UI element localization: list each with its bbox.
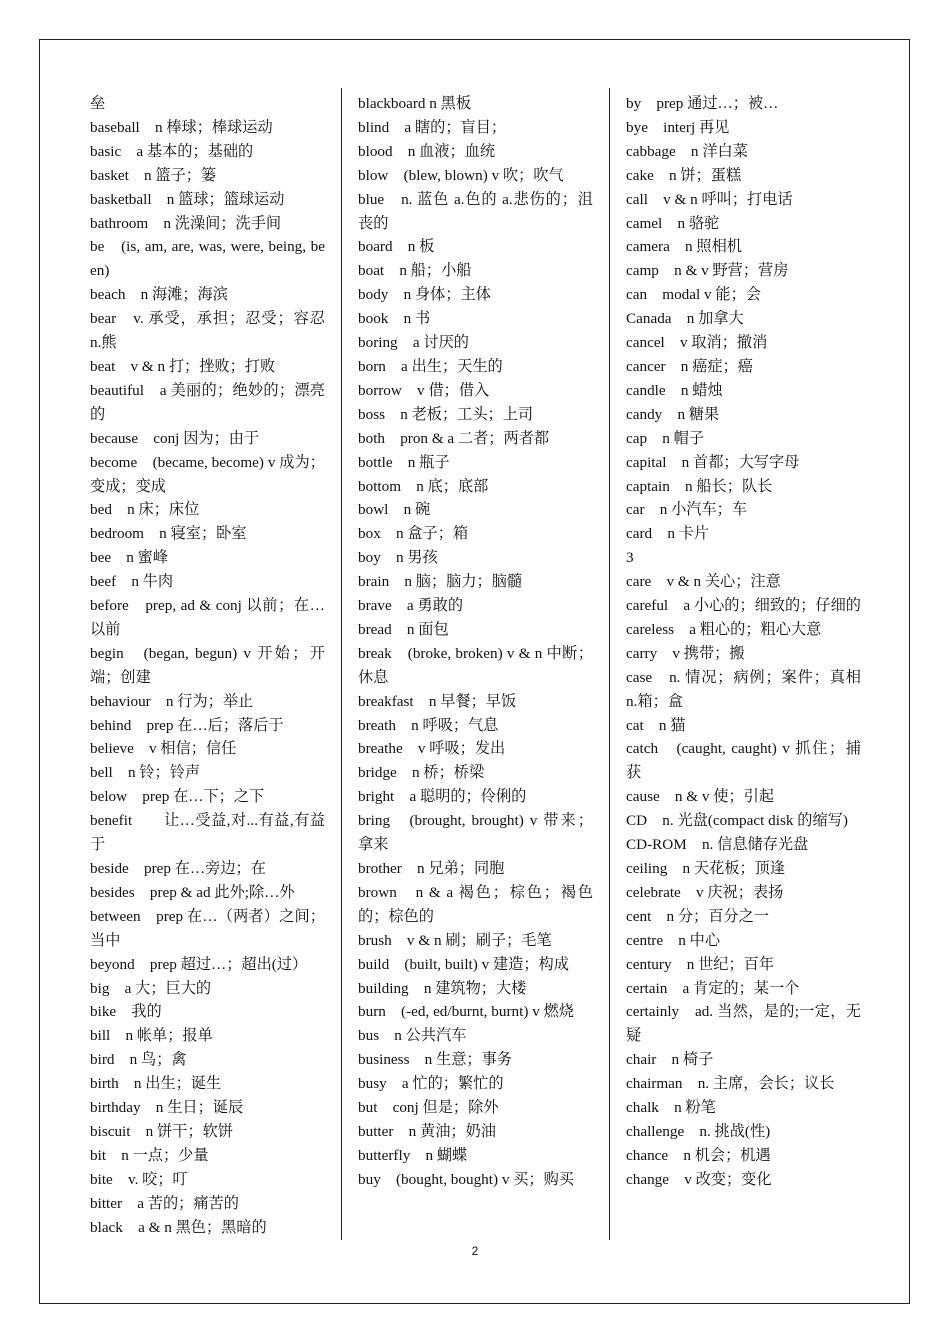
vocab-entry: burn (-ed, ed/burnt, burnt) v 燃烧 <box>358 1003 574 1021</box>
vocab-entry: can modal v 能；会 <box>626 286 761 304</box>
vocab-entry: baseball n 棒球；棒球运动 <box>90 118 273 136</box>
vocab-entry: big a 大；巨大的 <box>90 979 212 997</box>
vocab-entry: bye interj 再见 <box>626 118 730 136</box>
vocab-entry: be (is, am, are, was, were, being, been) <box>90 238 325 280</box>
vocab-entry: break (broke, broken) v & n 中断；休息 <box>358 644 593 686</box>
vocab-entry: because conj 因为；由于 <box>90 429 260 447</box>
vocab-entry: board n 板 <box>358 238 435 256</box>
vocab-entry: certain a 肯定的；某一个 <box>626 979 800 997</box>
vocab-entry: centre n 中心 <box>626 931 721 949</box>
vocab-entry: behaviour n 行为；举止 <box>90 692 254 710</box>
vocab-entry: buy (bought, bought) v 买；购买 <box>358 1170 574 1188</box>
vocab-entry: benefit 让…受益,对...有益,有益于 <box>90 812 325 854</box>
vocab-entry: behind prep 在…后；落后于 <box>90 716 284 734</box>
vocab-entry: beach n 海滩；海滨 <box>90 286 228 304</box>
vocab-entry: bill n 帐单；报单 <box>90 1027 213 1045</box>
vocab-entry: borrow v 借；借入 <box>358 381 490 399</box>
vocab-entry: card n 卡片 <box>626 525 710 543</box>
vocab-entry: brain n 脑；脑力；脑髓 <box>358 573 523 591</box>
vocab-entry: catch (caught, caught) v 抓住；捕获 <box>626 740 861 782</box>
vocab-entry: bed n 床；床位 <box>90 501 200 519</box>
vocab-entry: both pron & a 二者；两者都 <box>358 429 550 447</box>
vocab-entry: business n 生意；事务 <box>358 1051 512 1069</box>
vocab-entry: bit n 一点；少量 <box>90 1146 209 1164</box>
vocab-entry: bottle n 瓶子 <box>358 453 450 471</box>
vocab-entry: car n 小汽车；车 <box>626 501 748 519</box>
vocab-entry: below prep 在…下；之下 <box>90 788 265 806</box>
vocab-entry: cap n 帽子 <box>626 429 705 447</box>
vocab-entry: book n 书 <box>358 310 431 328</box>
vocab-entry: birthday n 生日；诞辰 <box>90 1099 244 1117</box>
vocab-entry: bathroom n 洗澡间；洗手间 <box>90 214 282 232</box>
vocab-entry: born a 出生；天生的 <box>358 357 503 375</box>
vocab-entry: blood n 血液；血统 <box>358 142 496 160</box>
vocab-entry: camera n 照相机 <box>626 238 742 256</box>
vocabulary-column-3 <box>626 92 861 1192</box>
vocab-entry: careful a 小心的；细致的；仔细的 <box>626 597 861 615</box>
vocab-entry: bear v. 承受，承担；忍受；容忍 n.熊 <box>90 310 325 352</box>
vocab-entry: cancer n 癌症；癌 <box>626 357 753 375</box>
vocab-entry: bowl n 碗 <box>358 501 431 519</box>
vocab-entry: beyond prep 超过…；超出(过） <box>90 955 308 973</box>
vocab-entry: butter n 黄油；奶油 <box>358 1122 496 1140</box>
vocab-entry: between prep 在…（两者）之间；当中 <box>90 907 325 949</box>
vocab-entry: bright a 聪明的；伶俐的 <box>358 788 527 806</box>
vocab-entry: body n 身体；主体 <box>358 286 491 304</box>
vocab-entry: cause n & v 使；引起 <box>626 788 775 806</box>
vocab-entry: ceiling n 天花板；顶逢 <box>626 860 786 877</box>
vocab-entry: captain n 船长；队长 <box>626 477 773 495</box>
vocab-entry: blackboard n 黑板 <box>358 95 472 112</box>
vocab-entry: century n 世纪；百年 <box>626 955 775 973</box>
vocab-entry: become (became, become) v 成为；变成；变成 <box>90 453 325 495</box>
vocab-entry: but conj 但是；除外 <box>358 1099 499 1117</box>
vocab-entry: bike 我的 <box>90 1003 162 1021</box>
vocab-entry: blow (blew, blown) v 吹；吹气 <box>358 166 564 184</box>
vocab-entry: 3 <box>626 549 634 567</box>
vocab-entry: brush v & n 刷；刷子；毛笔 <box>358 931 552 949</box>
vocab-entry: cent n 分；百分之一 <box>626 907 769 925</box>
vocab-entry: build (built, built) v 建造；构成 <box>358 955 569 973</box>
vocab-entry: breath n 呼吸；气息 <box>358 716 499 734</box>
vocab-entry: biscuit n 饼干；软饼 <box>90 1122 234 1140</box>
vocab-entry: carry v 携带；搬 <box>626 644 745 662</box>
vocabulary-column-2 <box>358 92 593 1192</box>
vocab-entry: challenge n. 挑战(性) <box>626 1122 771 1140</box>
vocab-entry: chance n 机会；机遇 <box>626 1146 771 1164</box>
column-divider <box>609 88 610 1240</box>
vocab-entry: boat n 船；小船 <box>358 262 472 280</box>
vocab-entry: bottom n 底；底部 <box>358 477 489 495</box>
vocab-entry: bitter a 苦的；痛苦的 <box>90 1194 239 1212</box>
vocab-entry: bridge n 桥；桥梁 <box>358 764 485 782</box>
vocab-entry: blind a 瞎的；盲目； <box>358 118 507 136</box>
vocab-entry: capital n 首都；大写字母 <box>626 453 800 471</box>
vocab-entry: boss n 老板；工头；上司 <box>358 405 534 423</box>
vocab-entry: beat v & n 打；挫败；打败 <box>90 357 276 375</box>
vocab-entry: begin (began, begun) v 开始；开端；创建 <box>90 644 325 686</box>
vocab-entry: bite v. 咬；叮 <box>90 1170 188 1188</box>
vocab-entry: black a & n 黑色；黑暗的 <box>90 1218 267 1236</box>
vocab-entry: cat n 猫 <box>626 716 686 734</box>
vocab-entry: Canada n 加拿大 <box>626 310 744 328</box>
vocab-entry: bring (brought, brought) v 带来；拿来 <box>358 812 593 854</box>
vocab-entry: beside prep 在…旁边；在 <box>90 860 266 877</box>
vocab-entry: camp n & v 野营；营房 <box>626 262 789 280</box>
vocab-entry: basket n 篮子；篓 <box>90 166 217 184</box>
vocab-entry: certainly ad. 当然，是的;一定，无疑 <box>626 1003 861 1045</box>
vocab-entry: candle n 蜡烛 <box>626 381 723 399</box>
vocab-entry: care v & n 关心；注意 <box>626 573 781 591</box>
vocab-entry: bread n 面包 <box>358 620 449 638</box>
vocab-entry: cancel v 取消；撤消 <box>626 334 768 352</box>
vocab-entry: butterfly n 蝴蝶 <box>358 1146 468 1164</box>
vocab-entry: cake n 饼；蛋糕 <box>626 166 742 184</box>
vocab-entry: chair n 椅子 <box>626 1051 714 1069</box>
vocab-entry: believe v 相信；信任 <box>90 740 237 758</box>
vocab-entry: brown n & a 褐色；棕色；褐色的；棕色的 <box>358 883 593 925</box>
vocab-entry: case n. 情况；病例；案件；真相 n.箱；盒 <box>626 668 861 710</box>
vocab-entry: boy n 男孩 <box>358 549 438 567</box>
vocab-entry: bedroom n 寝室；卧室 <box>90 525 247 543</box>
vocab-entry: brother n 兄弟；同胞 <box>358 860 505 877</box>
column-divider <box>341 88 342 1240</box>
vocab-entry: beautiful a 美丽的；绝妙的；漂亮的 <box>90 381 325 423</box>
vocab-entry: CD-ROM n. 信息储存光盘 <box>626 836 809 854</box>
vocab-entry: building n 建筑物；大楼 <box>358 979 527 997</box>
vocab-entry: chalk n 粉笔 <box>626 1099 716 1117</box>
vocab-entry: careless a 粗心的；粗心大意 <box>626 620 822 638</box>
vocab-entry: busy a 忙的；繁忙的 <box>358 1075 504 1093</box>
page-number: 2 <box>471 1244 479 1258</box>
vocab-entry: before prep, ad & conj 以前；在…以前 <box>90 597 325 638</box>
vocab-entry: celebrate v 庆祝；表扬 <box>626 883 784 901</box>
vocab-entry: cabbage n 洋白菜 <box>626 142 748 160</box>
vocab-entry: breathe v 呼吸；发出 <box>358 740 506 758</box>
vocab-entry: box n 盒子；箱 <box>358 525 469 543</box>
vocab-entry: change v 改变；变化 <box>626 1170 772 1188</box>
vocab-entry: 垒 <box>90 95 106 112</box>
vocab-entry: beef n 牛肉 <box>90 573 174 591</box>
vocab-entry: chairman n. 主席，会长；议长 <box>626 1075 835 1093</box>
vocab-entry: blue n. 蓝色 a.色的 a.悲伤的；沮丧的 <box>358 190 593 232</box>
vocab-entry: basic a 基本的；基础的 <box>90 142 254 160</box>
vocab-entry: basketball n 篮球；篮球运动 <box>90 190 285 208</box>
vocabulary-column-1 <box>90 92 325 1240</box>
vocab-entry: bird n 鸟；禽 <box>90 1051 187 1069</box>
vocab-entry: call v & n 呼叫；打电话 <box>626 190 793 208</box>
vocab-entry: brave a 勇敢的 <box>358 597 464 615</box>
vocab-entry: by prep 通过…；被… <box>626 95 779 112</box>
vocab-entry: CD n. 光盘(compact disk 的缩写) <box>626 812 848 830</box>
vocab-entry: bus n 公共汽车 <box>358 1027 467 1045</box>
vocab-entry: candy n 糖果 <box>626 405 720 423</box>
vocab-entry: boring a 讨厌的 <box>358 334 469 352</box>
vocab-entry: breakfast n 早餐；早饭 <box>358 692 517 710</box>
vocab-entry: bee n 蜜峰 <box>90 549 169 567</box>
vocab-entry: bell n 铃；铃声 <box>90 764 201 782</box>
vocab-entry: besides prep & ad 此外;除…外 <box>90 883 295 901</box>
vocab-entry: birth n 出生；诞生 <box>90 1075 222 1093</box>
vocab-entry: camel n 骆驼 <box>626 214 720 232</box>
